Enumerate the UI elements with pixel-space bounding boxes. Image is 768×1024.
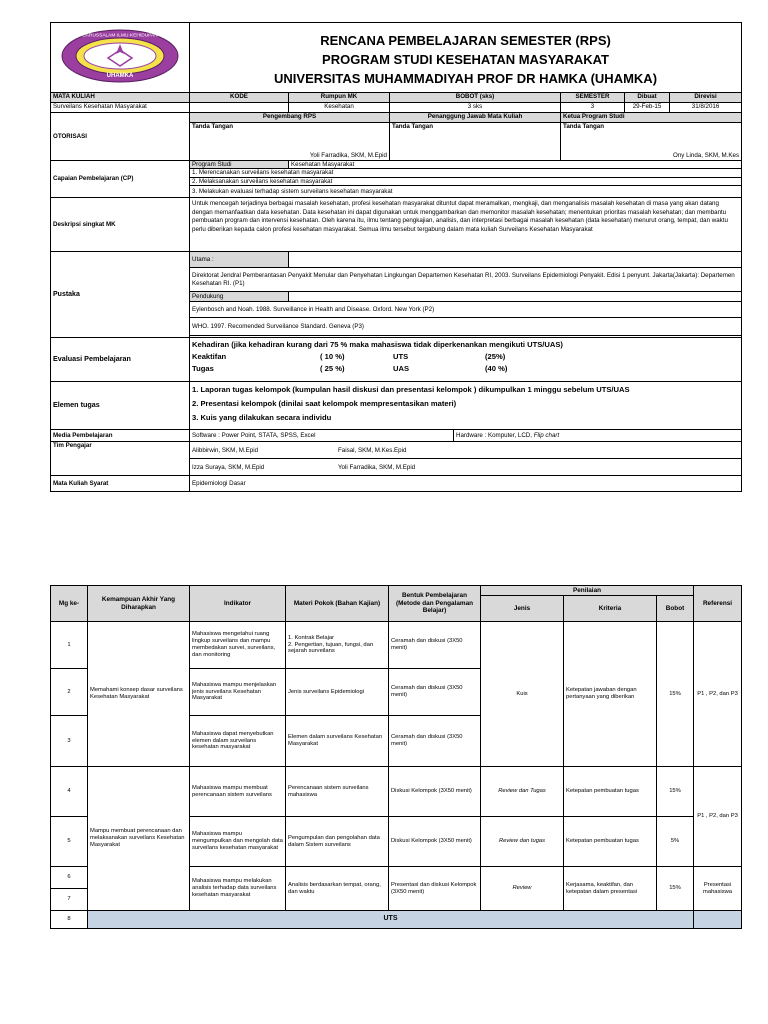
- label-elemen-tugas: Elemen tugas: [51, 382, 190, 430]
- evaluasi-uts-label: UTS: [393, 352, 409, 362]
- logo-ring-text: DARUSSALAM·ILMU·KEHIDUPAN: [82, 33, 158, 39]
- tim-name: Faisal, SKM, M.Kes.Epid: [338, 446, 407, 454]
- header-kriteria: Kriteria: [564, 596, 657, 622]
- evaluasi-uas-label: UAS: [393, 364, 410, 374]
- title-block: [190, 23, 742, 93]
- cell-bentuk: Ceramah dan diskusi (3X50 menit): [389, 716, 481, 767]
- header-kemampuan: Kemampuan Akhir Yang Diharapkan: [88, 586, 190, 622]
- signature-ketua: [561, 123, 742, 161]
- cell-bentuk: Diskusi Kelompok (3X50 menit): [389, 817, 481, 867]
- cell-jenis: Kuis: [481, 622, 564, 767]
- value-rumpun: Kesehatan: [289, 103, 390, 113]
- cell-jenis: Review: [481, 867, 564, 911]
- cell-uts-ref: [694, 911, 742, 929]
- value-direvisi: 31/8/2016: [670, 103, 742, 113]
- cell-mg: 7: [51, 889, 88, 911]
- cell-kriteria: Ketepatan pembuatan tugas: [564, 817, 657, 867]
- cell-referensi: Presentasi mahasiswa: [694, 867, 742, 911]
- uhamka-logo: [60, 28, 180, 84]
- tim-name: Izza Suraya, SKM, M.Epid: [192, 463, 265, 471]
- cp-prodi-label: Program Studi: [190, 161, 289, 169]
- header-indikator: Indikator: [190, 586, 286, 622]
- label-direvisi: Direvisi: [670, 93, 742, 103]
- evaluasi-kehadiran: Kehadiran (jika kehadiran kurang dari 75 % maka mahasiswa tidak diperkenankan mengikuti UTS/UAS): [192, 340, 563, 350]
- evaluasi-tugas-label: Tugas: [192, 364, 214, 374]
- header-penilaian: Penilaian: [481, 586, 694, 596]
- cell-materi: Elemen dalam surveilans Kesehatan Masyarakat: [286, 716, 389, 767]
- cp-prodi-value: Kesehatan Masyarakat: [289, 161, 742, 169]
- cell-materi: Analisis berdasarkan tempat, orang, dan waktu: [286, 867, 389, 911]
- header-mg: Mg ke-: [51, 586, 88, 622]
- elemen-tugas-item: 2. Presentasi kelompok (dinilai saat kelompok mempresentasikan materi): [192, 399, 457, 409]
- cell-mg: 1: [51, 622, 88, 669]
- signature-pengembang: [190, 123, 390, 161]
- table-row: [51, 911, 742, 929]
- label-mata-kuliah: MATA KULIAH: [51, 93, 190, 103]
- label-otorisasi: OTORISASI: [51, 113, 190, 161]
- elemen-tugas-item: 3. Kuis yang dilakukan secara individu: [192, 413, 332, 423]
- value-dibuat: 29-Feb-15: [625, 103, 670, 113]
- label-deskripsi: Deskripsi singkat MK: [51, 198, 190, 252]
- label-bobot: BOBOT (sks): [390, 93, 561, 103]
- cell-materi: Perencanaan sistem surveilans mahasiswa: [286, 767, 389, 817]
- cell-uts: UTS: [88, 911, 694, 929]
- pustaka-p3: WHO. 1997. Recomended Surveilance Standard. Geneva (P3): [190, 318, 742, 336]
- signature-label: Tanda Tangan: [563, 123, 605, 130]
- label-tim: Tim Pengajar: [51, 442, 190, 476]
- pengembang-name: Yoli Farradika, SKM, M.Epid: [309, 151, 387, 159]
- header-materi: Materi Pokok (Bahan Kajian): [286, 586, 389, 622]
- pustaka-utama-label: Utama :: [190, 252, 289, 268]
- cell-indikator: Mahasiswa dapat menyebutkan elemen dalam surveilans kesehatan masyarakat: [190, 716, 286, 767]
- media-hardware-italic: Flip chart: [533, 432, 560, 440]
- cell-materi: 1. Kontrak Belajar 2. Pengertian, tujuan, fungsi, dan sejarah surveilans: [286, 622, 389, 669]
- schedule-table: [50, 585, 742, 929]
- pustaka-pendukung-label: Pendukung: [190, 292, 289, 302]
- cell-indikator: Mahasiswa mampu mengumpulkan dan mengolah data surveilans kesehatan masyarakat: [190, 817, 286, 867]
- elemen-tugas-content: [190, 382, 742, 430]
- evaluasi-uas-value: (40 %): [485, 364, 508, 374]
- header-penanggung: Penanggung Jawab Mata Kuliah: [390, 113, 561, 123]
- tim-content: [190, 442, 742, 476]
- cell-kemampuan: Mampu membuat perencanaan dan melaksanakan surveilans Kesehatan Masyarakat: [88, 767, 190, 911]
- table-row: [51, 622, 742, 669]
- syarat-value: Epidemiologi Dasar: [190, 476, 742, 492]
- cell-bobot: 15%: [657, 622, 694, 767]
- value-bobot: 3 sks: [390, 103, 561, 113]
- label-media: Media Pembelajaran: [51, 430, 190, 442]
- evaluasi-tugas-value: ( 25 %): [320, 364, 345, 374]
- cell-mg: 3: [51, 716, 88, 767]
- cell-bobot: 5%: [657, 817, 694, 867]
- cell-jenis: Review dan tugas: [481, 817, 564, 867]
- label-syarat: Mata Kuliah Syarat: [51, 476, 190, 492]
- value-kode: [190, 103, 289, 113]
- cell-referensi: P1 , P2, dan P3: [694, 622, 742, 767]
- tim-name: Alibbirwin, SKM, M.Epid: [192, 446, 259, 454]
- media-hardware-text: Hardware : Komputer, LCD,: [456, 432, 534, 440]
- title-prodi: PROGRAM STUDI KESEHATAN MASYARAKAT: [322, 52, 610, 67]
- cell-bobot: 15%: [657, 767, 694, 817]
- elemen-tugas-item: 1. Laporan tugas kelompok (kumpulan hasil diskusi dan presentasi kelompok ) dikumpulkan 1 minggu sebelum UTS/UAS: [192, 385, 630, 395]
- header-ketua: Ketua Program Studi: [561, 113, 742, 123]
- evaluasi-keaktifan-value: ( 10 %): [320, 352, 345, 362]
- pustaka-p2: Eylenbosch and Noah. 1988. Surveillance in Health and Disease. Oxford. New York (P2): [190, 302, 742, 318]
- cell-kriteria: Kerjasama, keaktifan, dan ketepatan dalam presentasi: [564, 867, 657, 911]
- cell-kriteria: Ketepatan pembuatan tugas: [564, 767, 657, 817]
- label-pustaka: Pustaka: [51, 252, 190, 338]
- table-row: [51, 767, 742, 817]
- cell-indikator: Mahasiswa mampu menjelaskan jenis surveilans Kesehatan Masyarakat: [190, 669, 286, 716]
- cell-materi: Pengumpulan dan pengolahan data dalam Sistem surveilans: [286, 817, 389, 867]
- cell-mg: 4: [51, 767, 88, 817]
- cp-item: 3. Melakukan evaluasi terhadap sistem surveilans kesehatan masyarakat: [190, 186, 742, 198]
- tim-name: Yoli Farradika, SKM, M.Epid: [338, 463, 416, 471]
- cell-mg: 8: [51, 911, 88, 929]
- cell-bentuk: Ceramah dan diskusi (3X50 menit): [389, 622, 481, 669]
- header-pengembang: Pengembang RPS: [190, 113, 390, 123]
- cell-kriteria: Ketepatan jawaban dengan pertanyaan yang diberikan: [564, 622, 657, 767]
- cell-kemampuan: Memahami konsep dasar surveilans Kesehatan Masyarakat: [88, 622, 190, 767]
- ketua-name: Ony Linda, SKM, M.Kes: [673, 151, 740, 159]
- cell-bentuk: Presentasi dan diskusi Kelompok (3X50 menit): [389, 867, 481, 911]
- media-software: Software : Power Point, STATA, SPSS, Excel: [190, 430, 454, 442]
- signature-label: Tanda Tangan: [392, 123, 434, 130]
- logo-cell: [51, 23, 190, 93]
- label-semester: SEMESTER: [561, 93, 625, 103]
- pustaka-p1: Direktorat Jendral Pemberantasan Penyakit Menular dan Penyehatan Lingkungan Departemen Kesehatan RI, 2003. Surveilans Epidemiologi Penyakit. Edisi 1 penyunt. Jakarta(Jakarta): Departemen Kesehatan RI. (P1): [190, 268, 742, 292]
- title-rps: RENCANA PEMBELAJARAN SEMESTER (RPS): [320, 33, 611, 48]
- cell-bentuk: Ceramah dan diskusi (3X50 menit): [389, 669, 481, 716]
- signature-penanggung: [390, 123, 561, 161]
- logo-text: UHAMKA: [106, 73, 134, 80]
- cell-mg: 2: [51, 669, 88, 716]
- label-cp: Capaian Pembelajaran (CP): [51, 161, 190, 198]
- label-kode: KODE: [190, 93, 289, 103]
- cell-indikator: Mahasiswa mengetahui ruang lingkup surveilans dan mampu membedakan survei, surveilans, dan monitoring: [190, 622, 286, 669]
- value-mata-kuliah: Surveilans Kesehatan Masyarakat: [51, 103, 190, 113]
- cell-bentuk: Diskusi Kelompok (3X50 menit): [389, 767, 481, 817]
- signature-label: Tanda Tangan: [192, 123, 234, 130]
- cell-materi: Jenis surveilans Epidemiologi: [286, 669, 389, 716]
- header-bentuk: Bentuk Pembelajaran (Metode dan Pengalaman Belajar): [389, 586, 481, 622]
- cell-indikator: Mahasiswa mampu melakukan analisis terhadap data surveilans kesehatan masyarakat: [190, 867, 286, 911]
- title-university: UNIVERSITAS MUHAMMADIYAH PROF DR HAMKA (UHAMKA): [274, 71, 658, 86]
- cell-referensi: P1 , P2, dan P3: [694, 767, 742, 867]
- cp-item: 1. Merencanakan surveilans kesehatan masyarakat: [190, 169, 742, 177]
- header-referensi: Referensi: [694, 586, 742, 622]
- header-bobot: Bobot: [657, 596, 694, 622]
- cell-indikator: Mahasiswa mampu membuat perencanaan sistem surveilans: [190, 767, 286, 817]
- evaluasi-content: [190, 338, 742, 382]
- cell-mg: 6: [51, 867, 88, 889]
- label-dibuat: Dibuat: [625, 93, 670, 103]
- value-semester: 3: [561, 103, 625, 113]
- evaluasi-uts-value: (25%): [485, 352, 506, 362]
- cp-item: 2. Melaksanakan surveilans kesehatan masyarakat: [190, 177, 742, 185]
- label-rumpun: Rumpun MK: [289, 93, 390, 103]
- header-jenis: Jenis: [481, 596, 564, 622]
- deskripsi-text: Untuk mencegah terjadinya berbagai masalah kesehatan, profesi kesehatan masyarakat dituntut dapat meramalkan, mengkaji, dan menganalisis masalah kesehatan di masa yang akan datang dengan memanfaatkan data kesehatan. Data kesehatan ini dapat digunakan untuk menggambarkan dan memonitor masalah kesehatan; menentukan prioritas masalah kesehatan; dan membantu pembuatan program dan intervensi kesehatan. Oleh karena itu, ilmu tentang pengkajian, analisis, dan interpretasi berbagai masalah kesehatan (data kesehatan) menurut orang, tempat, dan waktu perlu diberikan kepada calon profesi kesehatan masyarakat. Semua ilmu tersebut tergabung dalam mata kuliah Surveilans Kesehatan Masyarakat: [190, 198, 742, 252]
- label-evaluasi: Evaluasi Pembelajaran: [51, 338, 190, 382]
- cell-mg: 5: [51, 817, 88, 867]
- evaluasi-keaktifan-label: Keaktifan: [192, 352, 227, 362]
- media-hardware: [454, 430, 742, 442]
- cell-jenis: Review dan Tugas: [481, 767, 564, 817]
- cell-bobot: 15%: [657, 867, 694, 911]
- rps-table: [50, 22, 742, 492]
